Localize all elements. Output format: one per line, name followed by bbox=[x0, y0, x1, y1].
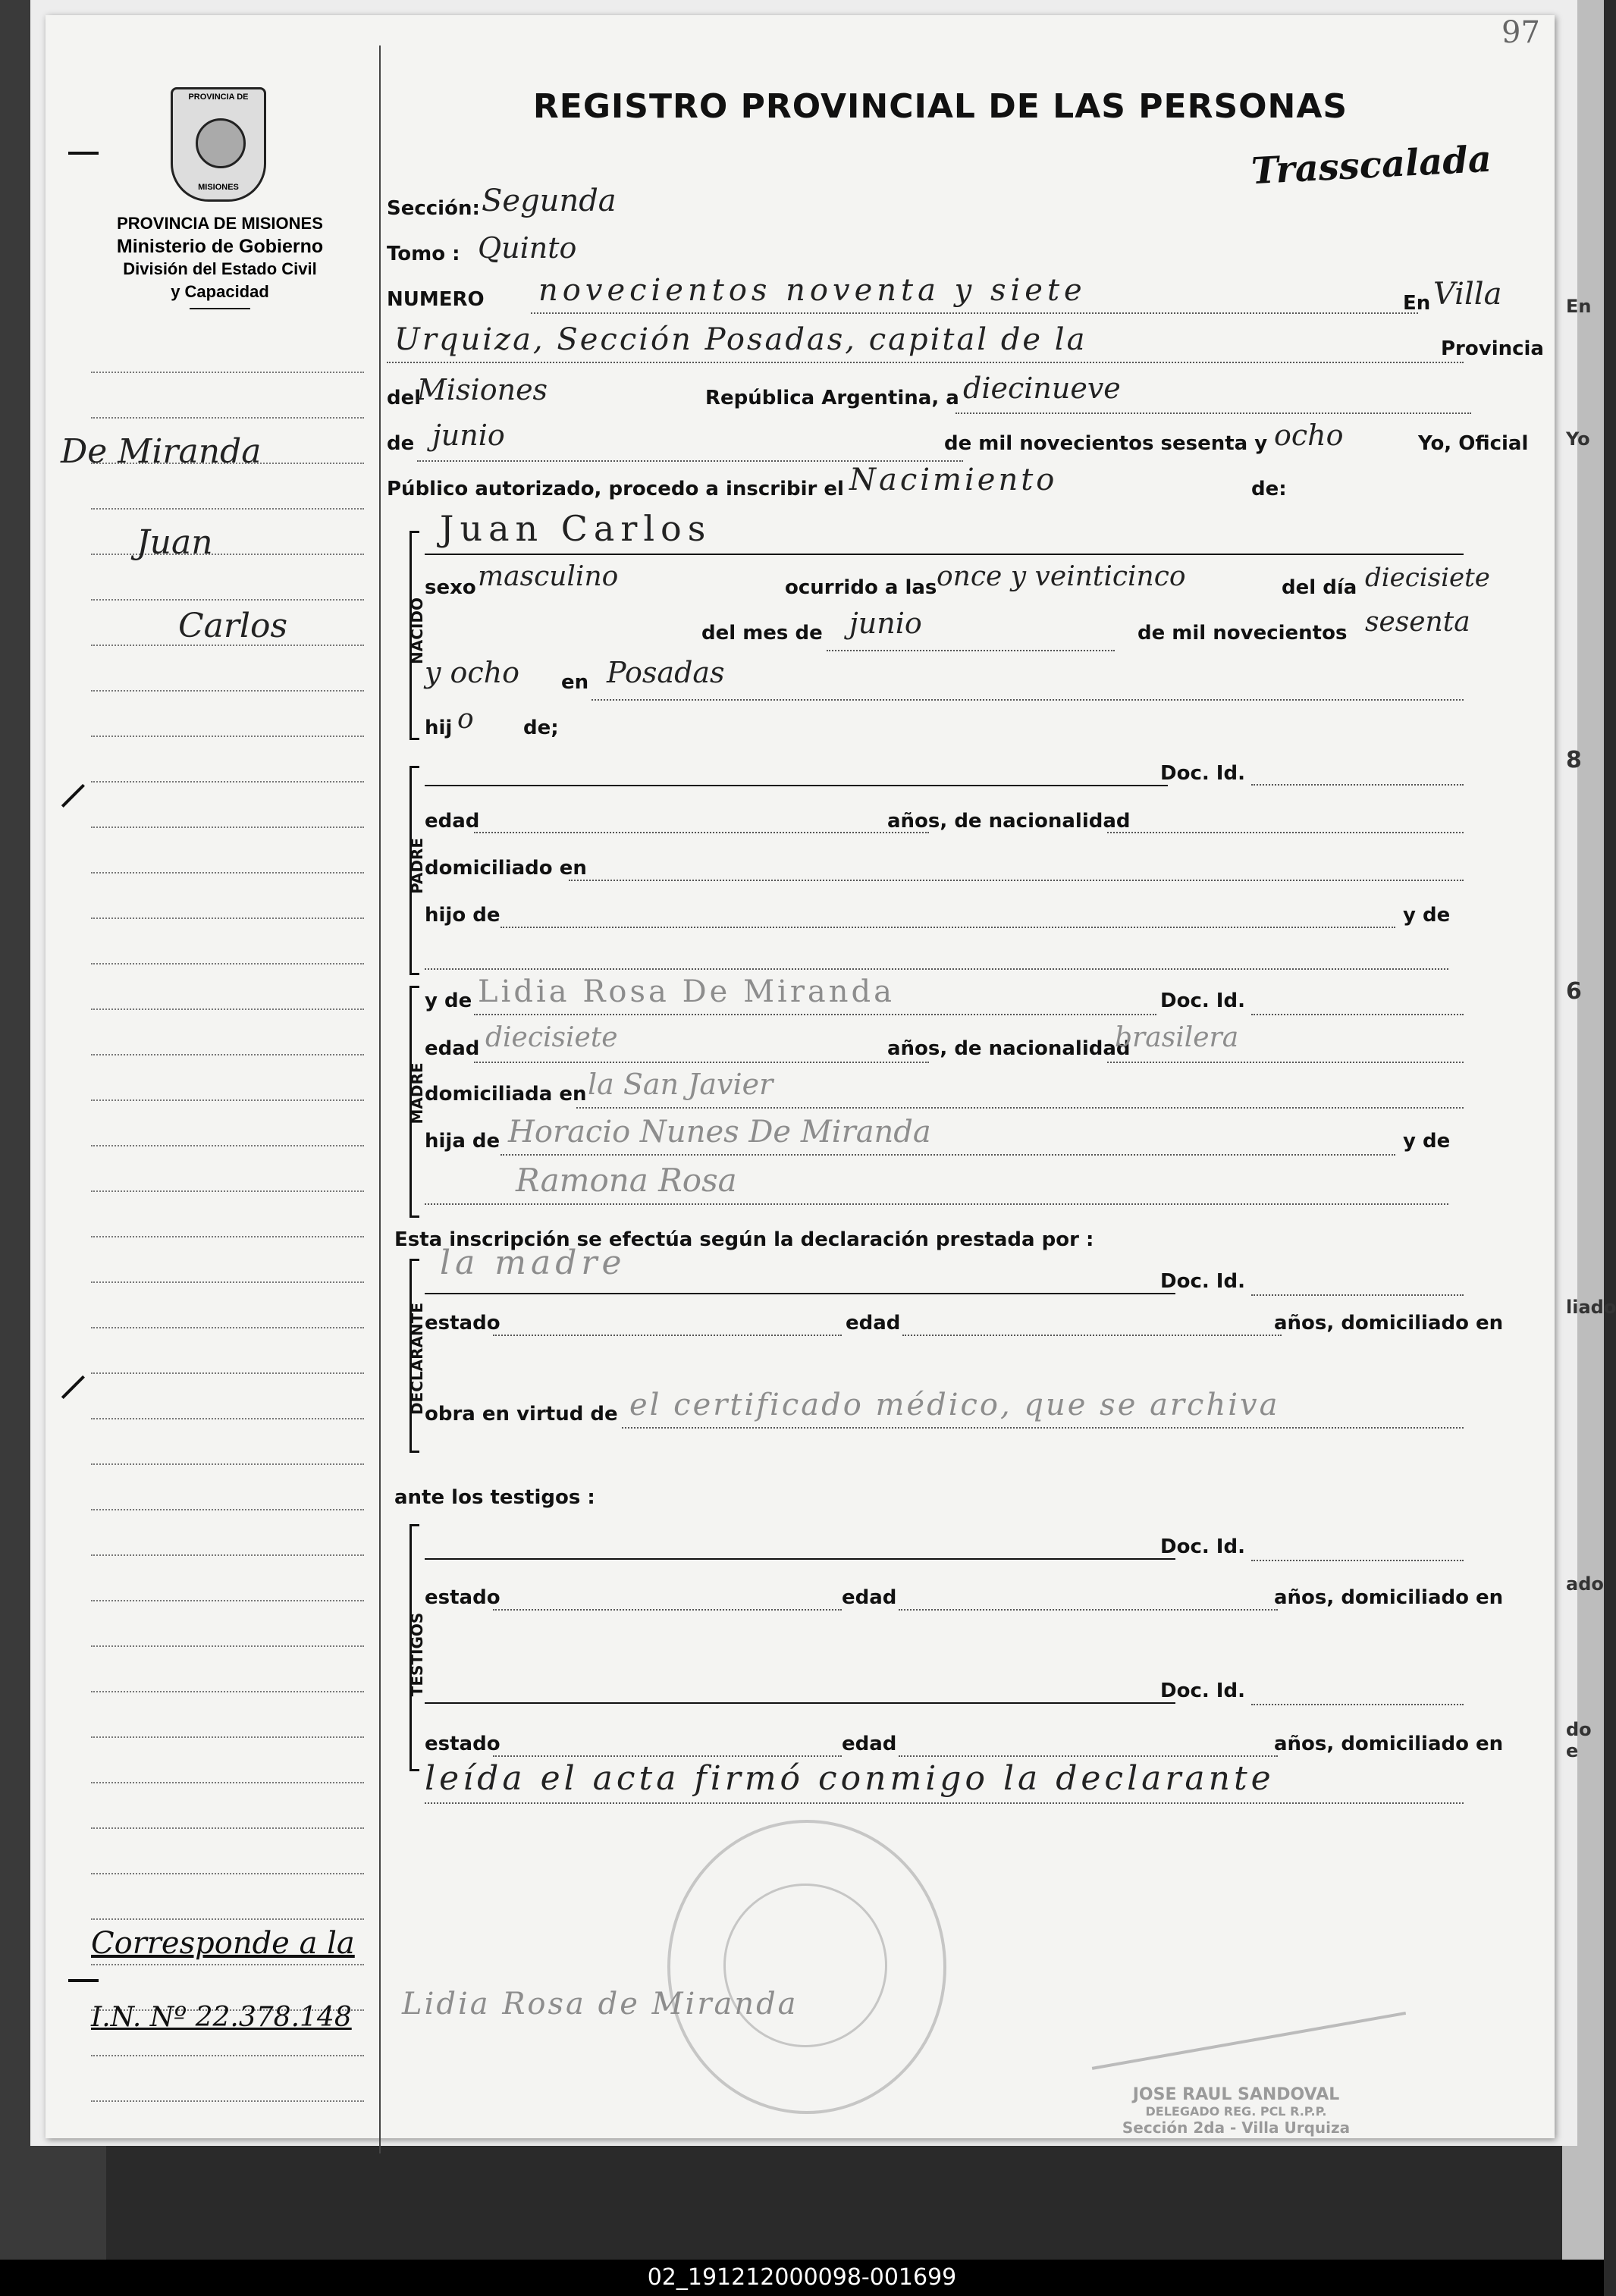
stub-ruling-line bbox=[91, 1554, 364, 1556]
stub-ruling-line bbox=[91, 1372, 364, 1374]
de-value: junio bbox=[432, 419, 505, 452]
hijo-label-a: hij bbox=[425, 717, 453, 739]
stub-ruling-line bbox=[91, 872, 364, 874]
declarante-section-label: DECLARANTE bbox=[408, 1302, 426, 1416]
stub-ruling-line bbox=[91, 690, 364, 692]
mother-name: Lidia Rosa De Miranda bbox=[478, 974, 895, 1009]
stub-note-name1: Juan bbox=[136, 523, 213, 562]
nacido-mil-label: de mil novecientos bbox=[1137, 622, 1348, 645]
padre-hijo-label: hijo de bbox=[425, 904, 500, 927]
stub-ruling-line bbox=[91, 1691, 364, 1692]
stub-ruling-line bbox=[91, 1327, 364, 1328]
madre-yde2-label: y de bbox=[1403, 1130, 1451, 1153]
stub-ruling-line bbox=[91, 1918, 364, 1920]
hijo-label-b: de; bbox=[523, 717, 559, 739]
declarante-doc-label: Doc. Id. bbox=[1160, 1270, 1245, 1293]
padre-yde-label: y de bbox=[1403, 904, 1451, 927]
publico-label: Público autorizado, procedo a inscribir el bbox=[387, 478, 844, 500]
stub-ruling-line bbox=[91, 508, 364, 510]
emblem-sun-icon bbox=[196, 118, 246, 168]
stub-ruling-line bbox=[91, 1008, 364, 1010]
document-page bbox=[45, 15, 1555, 2138]
padre-edad-label: edad bbox=[425, 810, 480, 833]
declarant-signature: Lidia Rosa de Miranda bbox=[402, 1987, 799, 2022]
publico-value: Nacimiento bbox=[849, 463, 1058, 497]
padre-section-label: PADRE bbox=[408, 838, 426, 894]
madre-edad-value: diecisiete bbox=[485, 1022, 618, 1053]
nacido-section-label: NACIDO bbox=[408, 598, 426, 664]
stub-ruling-line bbox=[91, 1600, 364, 1601]
stub-ruling-line bbox=[91, 1873, 364, 1874]
provincia-label: Provincia bbox=[1441, 337, 1544, 360]
de-label: de bbox=[387, 432, 415, 455]
stub-ruling-line bbox=[91, 1281, 364, 1283]
testigo2-doc-label: Doc. Id. bbox=[1160, 1680, 1245, 1702]
declarante-obra-value: el certificado médico, que se archiva bbox=[629, 1388, 1280, 1422]
seccion-label: Sección: bbox=[387, 197, 480, 220]
stub-ruling-line bbox=[91, 781, 364, 783]
stub-ruling-line bbox=[91, 1418, 364, 1419]
oficial-label: Yo, Oficial bbox=[1418, 432, 1529, 455]
testigos-section-label: TESTIGOS bbox=[408, 1612, 426, 1697]
stub-ruling-line bbox=[91, 1463, 364, 1465]
padre-anos-label: años, de nacionalidad bbox=[887, 810, 1131, 833]
stub-ruling-line bbox=[91, 1145, 364, 1146]
nacido-mil-value: sesenta bbox=[1365, 607, 1470, 638]
stub-ruling-line bbox=[91, 917, 364, 919]
stub-ruling-line bbox=[91, 1099, 364, 1101]
stub-ruling-line bbox=[91, 1190, 364, 1192]
testigo1-anos-label: años, domiciliado en bbox=[1274, 1586, 1504, 1609]
hijo-value: o bbox=[457, 704, 474, 735]
mil-value: ocho bbox=[1274, 419, 1344, 452]
official-seal bbox=[667, 1820, 946, 2114]
nacido-year-cont: y ocho bbox=[425, 656, 520, 689]
stub-corresponds-2: I.N. Nº 22.378.148 bbox=[91, 2002, 352, 2033]
en-value: Villa bbox=[1433, 277, 1502, 312]
madre-hija-value: Horacio Nunes De Miranda bbox=[508, 1115, 931, 1150]
madre-doc-label: Doc. Id. bbox=[1160, 990, 1245, 1012]
declarante-edad-label: edad bbox=[846, 1312, 901, 1335]
stub-ruling-line bbox=[91, 599, 364, 601]
madre-edad-label: edad bbox=[425, 1037, 480, 1060]
stub-ruling-line bbox=[91, 1964, 364, 1965]
stub-ruling-line bbox=[91, 1054, 364, 1055]
stub-corresponds-1: Corresponde a la bbox=[91, 1926, 355, 1961]
de2-label: de: bbox=[1251, 478, 1287, 500]
place-line: Urquiza, Sección Posadas, capital de la bbox=[394, 322, 1087, 357]
document-title: REGISTRO PROVINCIAL DE LAS PERSONAS bbox=[532, 87, 1348, 126]
madre-section-label: MADRE bbox=[408, 1062, 426, 1124]
madre-anos-label: años, de nacionalidad bbox=[887, 1037, 1131, 1060]
republica-value: diecinueve bbox=[963, 372, 1121, 405]
stub-note-name2: Carlos bbox=[178, 607, 288, 645]
sexo-label: sexo bbox=[425, 576, 476, 599]
testigo1-doc-label: Doc. Id. bbox=[1160, 1535, 1245, 1558]
stub-ruling-line bbox=[91, 2100, 364, 2102]
stub-ruling-line bbox=[91, 736, 364, 737]
ocurrido-label: ocurrido a las bbox=[785, 576, 937, 599]
official-signature bbox=[1081, 1952, 1406, 2070]
stub-ruling-line bbox=[91, 963, 364, 965]
numero-value: novecientos noventa y siete bbox=[538, 273, 1087, 308]
sexo-value: masculino bbox=[478, 561, 619, 592]
declarante-obra-label: obra en virtud de bbox=[425, 1403, 618, 1426]
stub-ruling-line bbox=[91, 1782, 364, 1783]
declarante-estado-label: estado bbox=[425, 1312, 500, 1335]
testigo2-estado-label: estado bbox=[425, 1733, 500, 1755]
seal-inner-ring-icon bbox=[723, 1884, 887, 2047]
madre-domicilio-value: la San Javier bbox=[588, 1068, 773, 1101]
declarante-anos-label: años, domiciliado en bbox=[1274, 1312, 1504, 1335]
testigos-intro: ante los testigos : bbox=[394, 1486, 595, 1509]
testigo1-edad-label: edad bbox=[842, 1586, 897, 1609]
stub-ruling-line bbox=[91, 826, 364, 828]
del-value: Misiones bbox=[417, 373, 548, 406]
testigo2-anos-label: años, domiciliado en bbox=[1274, 1733, 1504, 1755]
binding-stitch bbox=[68, 152, 99, 155]
stub-ruling-line bbox=[91, 1736, 364, 1738]
child-name: Juan Carlos bbox=[440, 508, 712, 549]
nacido-en-label: en bbox=[561, 671, 589, 694]
image-caption: 02_191212000098-001699 bbox=[0, 2260, 1604, 2296]
padre-doc-label: Doc. Id. bbox=[1160, 762, 1245, 785]
del-dia-value: diecisiete bbox=[1365, 563, 1490, 593]
mes-label: del mes de bbox=[701, 622, 823, 645]
tomo-value: Quinto bbox=[478, 231, 577, 265]
stub-ruling-line bbox=[91, 554, 364, 555]
closing-statement: leída el acta firmó conmigo la declarante bbox=[425, 1759, 1275, 1798]
page-number: 97 bbox=[1501, 15, 1540, 50]
madre-domicilio-label: domiciliada en bbox=[425, 1083, 587, 1106]
stub-header: PROVINCIA DE MISIONES Ministerio de Gobierno División del Estado Civil y Capacidad bbox=[76, 212, 364, 314]
declarante-intro: Esta inscripción se efectúa según la declaración prestada por : bbox=[394, 1228, 1094, 1251]
stub-ruling-line bbox=[91, 1827, 364, 1829]
madre-hija-label: hija de bbox=[425, 1130, 500, 1153]
stub-ruling-line bbox=[91, 372, 364, 373]
stub-ruling-line bbox=[91, 417, 364, 419]
numero-label: NUMERO bbox=[387, 288, 485, 311]
binding-stitch bbox=[68, 1979, 99, 1982]
stub-note-surname: De Miranda bbox=[61, 432, 262, 471]
stub-ruling-line bbox=[91, 1645, 364, 1647]
testigo2-edad-label: edad bbox=[842, 1733, 897, 1755]
en-label: En bbox=[1403, 292, 1431, 315]
del-label: del bbox=[387, 387, 422, 409]
padre-domicilio-label: domiciliado en bbox=[425, 857, 587, 880]
madre-yde-label: y de bbox=[425, 990, 472, 1012]
madre-madre-value: Ramona Rosa bbox=[516, 1162, 737, 1199]
official-stamp: JOSE RAUL SANDOVAL DELEGADO REG. PCL R.P.P. Sección 2da - Villa Urquiza bbox=[1122, 2085, 1351, 2137]
stub-ruling-line bbox=[91, 2055, 364, 2056]
nacido-en-value: Posadas bbox=[607, 656, 725, 689]
stub-column bbox=[45, 45, 381, 2153]
annotation-trasscalada: Trasscalada bbox=[1250, 137, 1493, 193]
mes-value: junio bbox=[849, 607, 922, 640]
mil-label: de mil novecientos sesenta y bbox=[944, 432, 1268, 455]
stub-ruling-line bbox=[91, 1236, 364, 1237]
tomo-label: Tomo : bbox=[387, 243, 460, 265]
del-dia-label: del día bbox=[1282, 576, 1357, 599]
testigo1-estado-label: estado bbox=[425, 1586, 500, 1609]
ocurrido-value: once y veinticinco bbox=[937, 561, 1186, 592]
province-emblem: PROVINCIA DE MISIONES bbox=[171, 87, 266, 202]
madre-nacionalidad-value: brasilera bbox=[1115, 1022, 1239, 1053]
declarante-name: la madre bbox=[440, 1244, 626, 1282]
republica-label: República Argentina, a bbox=[705, 387, 959, 409]
seccion-value: Segunda bbox=[482, 183, 617, 218]
stub-ruling-line bbox=[91, 1509, 364, 1510]
